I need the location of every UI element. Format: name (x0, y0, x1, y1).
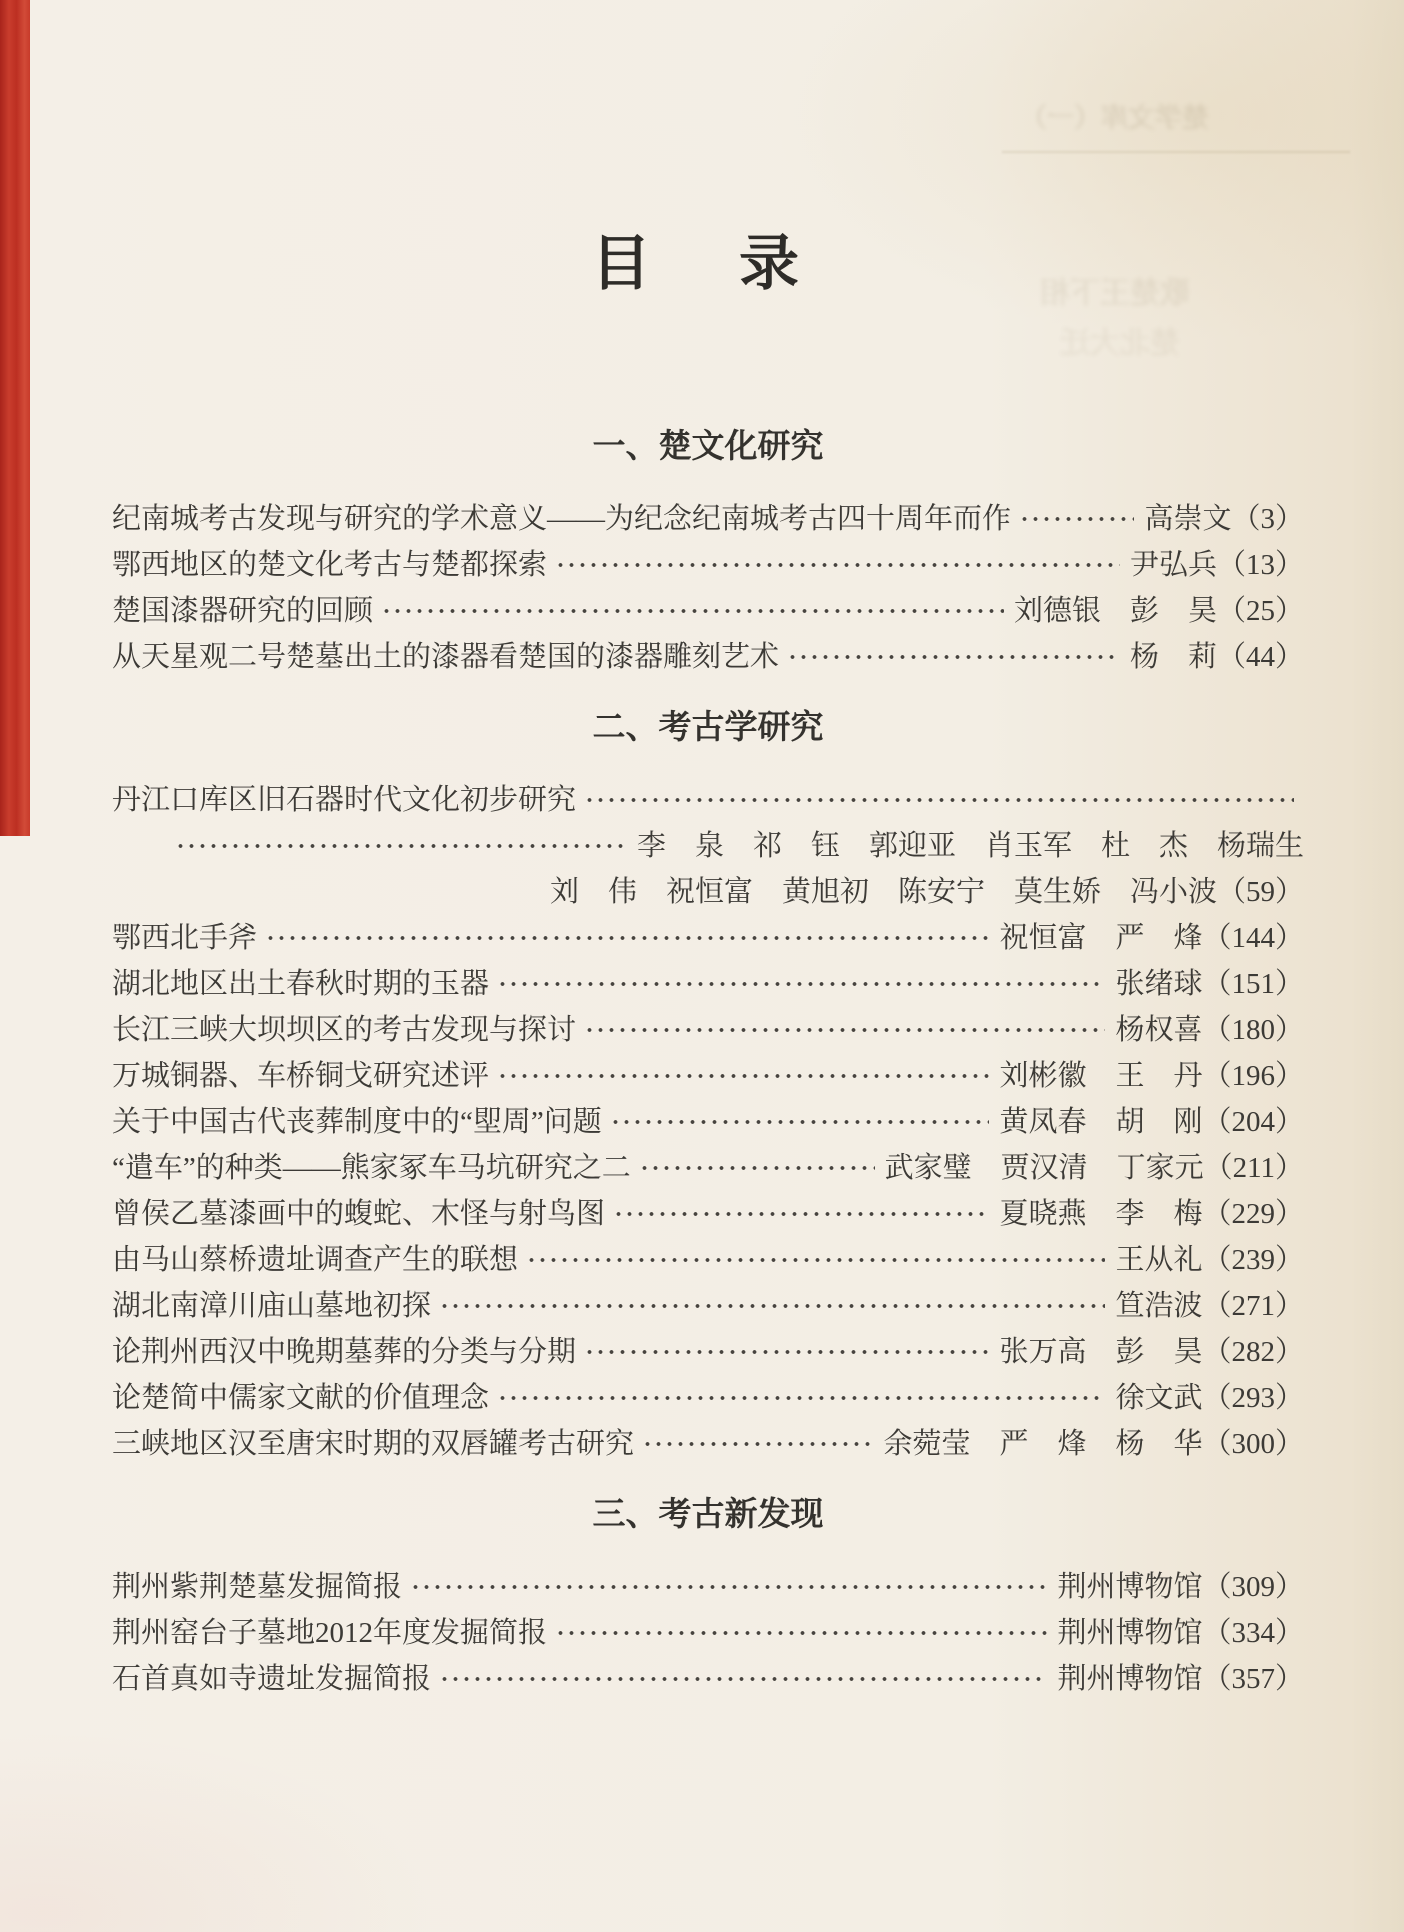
toc-entry (112, 1188, 1304, 1234)
bleedthrough-text: 楚北大迁 (1060, 327, 1180, 360)
entry-title: 从天星观二号楚墓出土的漆器看楚国的漆器雕刻艺术 (112, 640, 780, 673)
bleedthrough-text: 歌楚王下相 (1040, 277, 1190, 310)
section-heading: 三、考古新发现 (592, 1495, 824, 1532)
toc-entry (112, 1050, 1304, 1096)
entry-title: 论楚简中儒家文献的价值理念 (112, 1381, 490, 1414)
entry-title: 荆州紫荆楚墓发掘简报 (112, 1570, 403, 1603)
entry-authors-page: 刘 伟 祝恒富 黄旭初 陈安宁 莫生娇 冯小波（59） (549, 875, 1304, 908)
toc-entry (112, 585, 1304, 631)
section-heading: 一、楚文化研究 (592, 427, 824, 464)
entry-title: 纪南城考古发现与研究的学术意义——为纪念纪南城考古四十周年而作 (112, 502, 1012, 535)
entry-authors-page: 高崇文（3） (1144, 502, 1304, 535)
toc-entry (112, 493, 1304, 539)
section-entry-list (112, 774, 1304, 1464)
dot-leader (555, 561, 1120, 569)
toc-entry (112, 774, 1304, 820)
red-cover-edge-strip (0, 0, 30, 836)
entry-title: 三峡地区汉至唐宋时期的双唇罐考古研究 (112, 1427, 635, 1460)
entry-authors-page: 张绪球（151） (1115, 967, 1304, 1000)
bleedthrough-text: 楚学文库（一） (1020, 103, 1209, 133)
section-entry-list (112, 1561, 1304, 1699)
entry-title: 论荆州西汉中晚期墓葬的分类与分期 (112, 1335, 577, 1368)
entry-authors-page: 刘德银 彭 昊（25） (1013, 594, 1304, 627)
entry-authors-page: 笪浩波（271） (1115, 1289, 1304, 1322)
dot-leader (1019, 515, 1134, 523)
toc-section (112, 701, 1304, 1464)
entry-title: 关于中国古代丧葬制度中的“堲周”问题 (112, 1105, 602, 1138)
dot-leader (613, 1210, 989, 1218)
entry-title: 湖北南漳川庙山墓地初探 (112, 1289, 432, 1322)
entry-authors-page: 余菀莹 严 烽 杨 华（300） (883, 1427, 1304, 1460)
toc (0, 420, 1404, 1699)
entry-title: “遣车”的种类——熊家冢车马坑研究之二 (112, 1151, 631, 1184)
page-title: 目 录 (591, 231, 813, 297)
entry-title: 楚国漆器研究的回顾 (112, 594, 374, 627)
dot-leader (410, 1583, 1047, 1591)
entry-authors-page: 荆州博物馆（357） (1057, 1662, 1304, 1695)
toc-entry (112, 866, 1304, 912)
dot-leader (175, 842, 627, 850)
entry-authors-page: 夏晓燕 李 梅（229） (999, 1197, 1304, 1230)
toc-entry (112, 1004, 1304, 1050)
dot-leader (584, 1026, 1105, 1034)
toc-entry (112, 1142, 1304, 1188)
entry-title: 石首真如寺遗址发掘简报 (112, 1662, 432, 1695)
entry-title: 荆州窑台子墓地2012年度发掘简报 (112, 1616, 548, 1649)
toc-entry (112, 1096, 1304, 1142)
dot-leader (439, 1675, 1047, 1683)
toc-entry (112, 539, 1304, 585)
dot-leader (639, 1164, 875, 1172)
dot-leader (584, 796, 1294, 804)
bleedthrough-rule (1002, 151, 1350, 153)
dot-leader (497, 1394, 1105, 1402)
section-heading: 二、考古学研究 (592, 708, 824, 745)
toc-entry (112, 1372, 1304, 1418)
toc-entry (112, 1561, 1304, 1607)
toc-section (112, 1488, 1304, 1699)
entry-authors-page: 黄凤春 胡 刚（204） (999, 1105, 1304, 1138)
entry-title: 丹江口库区旧石器时代文化初步研究 (112, 783, 577, 816)
dot-leader (584, 1348, 989, 1356)
dot-leader (497, 1072, 989, 1080)
entry-authors-page: 荆州博物馆（334） (1057, 1616, 1304, 1649)
entry-title: 鄂西地区的楚文化考古与楚都探索 (112, 548, 548, 581)
entry-title: 万城铜器、车桥铜戈研究述评 (112, 1059, 490, 1092)
entry-authors-page: 祝恒富 严 烽（144） (999, 921, 1304, 954)
entry-title: 长江三峡大坝坝区的考古发现与探讨 (112, 1013, 577, 1046)
dot-leader (642, 1440, 873, 1448)
entry-authors-page: 武家璧 贾汉清 丁家元（211） (884, 1151, 1304, 1184)
toc-entry (112, 912, 1304, 958)
toc-entry (112, 958, 1304, 1004)
section-entry-list (112, 493, 1304, 677)
toc-entry (112, 1653, 1304, 1699)
entry-authors-page: 张万高 彭 昊（282） (999, 1335, 1304, 1368)
entry-authors-page: 杨 莉（44） (1129, 640, 1304, 673)
entry-authors-page: 荆州博物馆（309） (1057, 1570, 1304, 1603)
entry-title: 由马山蔡桥遗址调查产生的联想 (112, 1243, 519, 1276)
dot-leader (555, 1629, 1047, 1637)
entry-authors-page: 徐文武（293） (1115, 1381, 1304, 1414)
dot-leader (381, 607, 1004, 615)
toc-entry (112, 1280, 1304, 1326)
entry-authors-page: 王从礼（239） (1115, 1243, 1304, 1276)
dot-leader (439, 1302, 1105, 1310)
toc-section (112, 420, 1304, 677)
entry-title: 曾侯乙墓漆画中的蝮蛇、木怪与射鸟图 (112, 1197, 606, 1230)
entry-authors-page: 刘彬徽 王 丹（196） (999, 1059, 1304, 1092)
toc-entry (112, 820, 1304, 866)
dot-leader (610, 1118, 990, 1126)
entry-authors-page: 尹弘兵（13） (1129, 548, 1304, 581)
entry-authors-page: 李 泉 祁 钰 郭迎亚 肖玉军 杜 杰 杨瑞生 (636, 829, 1304, 862)
entry-title: 鄂西北手斧 (112, 921, 258, 954)
toc-entry (112, 1607, 1304, 1653)
dot-leader (526, 1256, 1105, 1264)
dot-leader (787, 653, 1120, 661)
entry-title: 湖北地区出土春秋时期的玉器 (112, 967, 490, 1000)
entry-authors-page: 杨权喜（180） (1115, 1013, 1304, 1046)
toc-entry (112, 631, 1304, 677)
toc-entry (112, 1234, 1304, 1280)
toc-entry (112, 1326, 1304, 1372)
dot-leader (265, 934, 989, 942)
toc-entry (112, 1418, 1304, 1464)
dot-leader (497, 980, 1105, 988)
